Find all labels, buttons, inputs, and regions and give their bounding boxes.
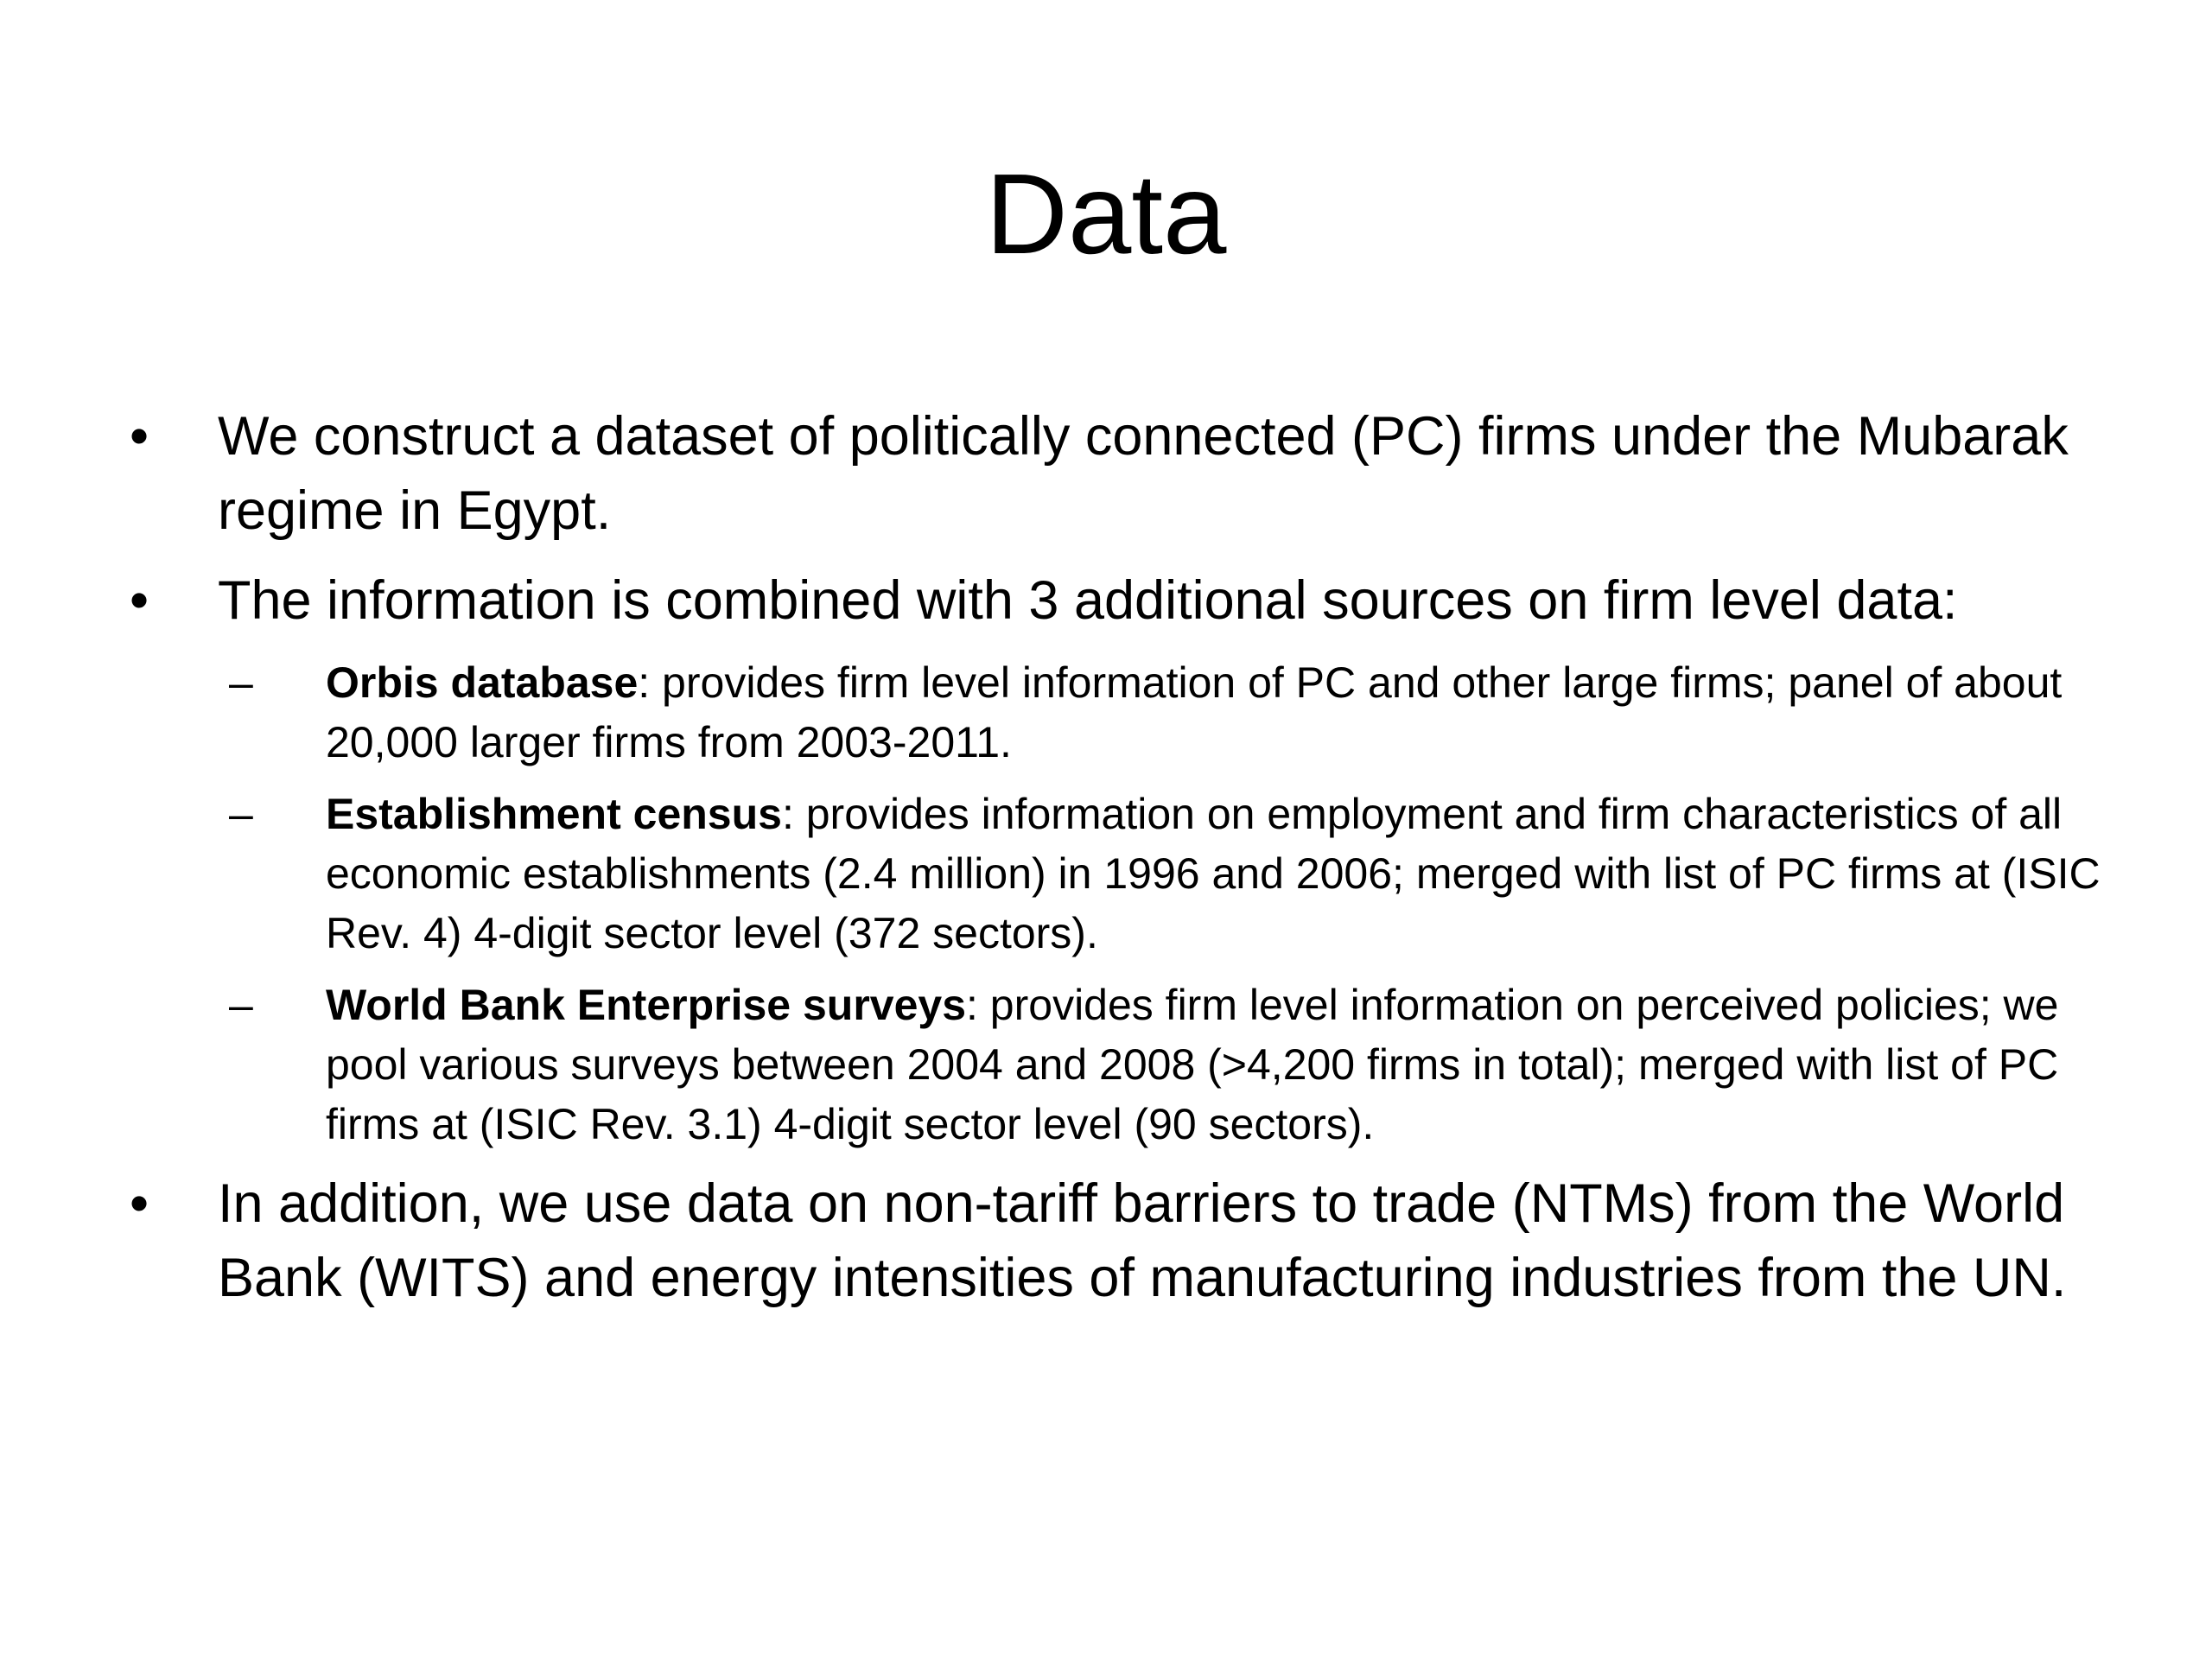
sub-bullet-text: : provides firm level information on perceived policies; we pool various surveys between 2004 and 2008 (>4,200 firms in total); merged with list of PC firms at (ISIC Rev. 3.1) 4-digit sector level (90 sectors). (326, 981, 2059, 1148)
bullet-item (130, 1166, 2117, 1315)
slide-content (130, 399, 2117, 1331)
bullet-text: The information is combined with 3 additional sources on firm level data: (218, 570, 1958, 631)
sub-bullet-marker: – (229, 790, 253, 838)
sub-bullet-term: Establishment census (326, 790, 782, 838)
slide-title: Data (985, 150, 1227, 277)
bullet-text: We construct a dataset of politically connected (PC) firms under the Mubarak regime in Egypt. (218, 406, 2069, 541)
sub-bullet-marker: – (229, 658, 253, 707)
bullet-marker: • (130, 406, 149, 467)
sub-bullet-enterprise-surveys (229, 976, 2117, 1154)
sub-bullet-marker: – (229, 981, 253, 1029)
bullet-marker: • (130, 570, 149, 631)
sub-bullet-text: : provides firm level information of PC and other large firms; panel of about 20,000 larger firms from 2003-2011. (326, 658, 2063, 766)
sub-bullet-census (229, 785, 2117, 963)
sub-bullet-term: World Bank Enterprise surveys (326, 981, 967, 1029)
bullet-item (130, 563, 2117, 638)
sub-bullet-orbis (229, 653, 2117, 772)
bullet-text: In addition, we use data on non-tariff barriers to trade (NTMs) from the World Bank (WITS) and energy intensities of manufacturing industries from the UN. (218, 1173, 2067, 1308)
bullet-marker: • (130, 1173, 149, 1234)
bullet-item (130, 399, 2117, 548)
sub-bullet-term: Orbis database (326, 658, 639, 707)
sub-bullet-text: : provides information on employment and firm characteristics of all economic establishments (2.4 million) in 1996 and 2006; merged with list of PC firms at (ISIC Rev. 4) 4-digit sector level (372 sectors). (326, 790, 2101, 957)
sub-bullet-list (130, 653, 2117, 1154)
